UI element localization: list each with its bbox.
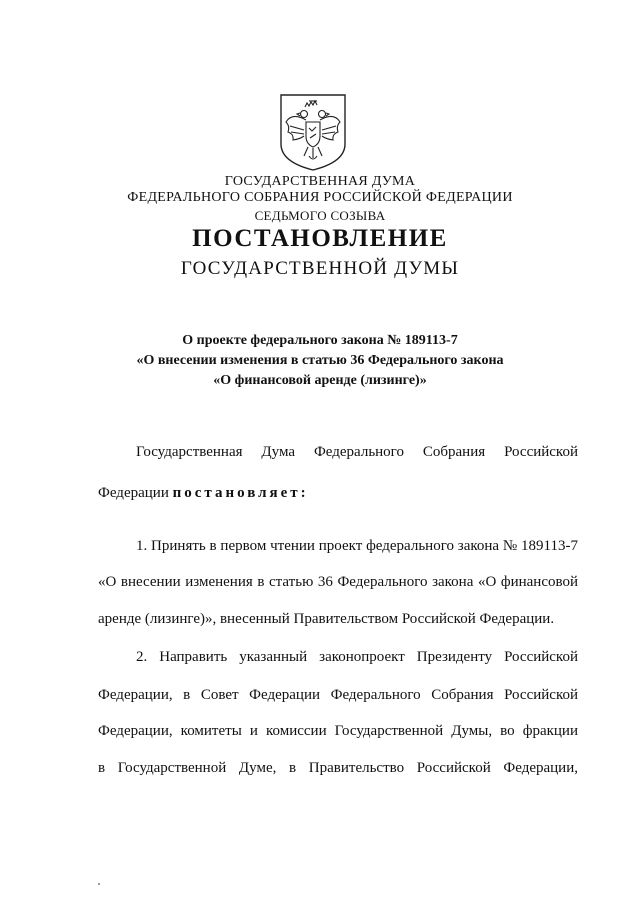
convocation-line: СЕДЬМОГО СОЗЫВА [254, 208, 386, 223]
preamble-line-2 [98, 484, 578, 502]
item-1-line-1: 1. Принять в первом чтении проект федерального закона № 189113-7 [136, 538, 578, 554]
item-2-line-1: 2. Направить указанный законопроект Президенту Российской [136, 649, 578, 665]
item-2-line-4: в Государственной Думе, в Правительство Российской Федерации, [98, 760, 578, 776]
resolution-title-line-2: «О внесении изменения в статью 36 Федерального закона [136, 353, 504, 368]
item-1-line-2: «О внесении изменения в статью 36 Федерального закона «О финансовой [98, 574, 578, 590]
coat-of-arms-icon [278, 92, 348, 172]
preamble-line-1: Государственная Дума Федерального Собрания Российской [136, 444, 578, 460]
org-name-line-2: ФЕДЕРАЛЬНОГО СОБРАНИЯ РОССИЙСКОЙ ФЕДЕРАЦИИ [127, 190, 513, 205]
item-1-line-3: аренде (лизинге)», внесенный Правительством Российской Федерации. [98, 611, 555, 627]
document-issuer-heading: ГОСУДАРСТВЕННОЙ ДУМЫ [180, 258, 460, 279]
org-name-line-1: ГОСУДАРСТВЕННАЯ ДУМА [224, 174, 416, 189]
preamble-line-2-start: Федерации [98, 485, 173, 501]
decree-word: постановляет: [172, 485, 309, 501]
document-type-heading: ПОСТАНОВЛЕНИЕ [192, 225, 448, 252]
scan-speck [98, 883, 100, 885]
resolution-title-line-1: О проекте федерального закона № 189113-7 [182, 333, 458, 348]
item-2-line-3: Федерации, комитеты и комиссии Государственной Думы, во фракции [98, 723, 578, 739]
item-2-line-2: Федерации, в Совет Федерации Федерального Собрания Российской [98, 687, 578, 703]
resolution-title-line-3: «О финансовой аренде (лизинге)» [213, 373, 427, 388]
